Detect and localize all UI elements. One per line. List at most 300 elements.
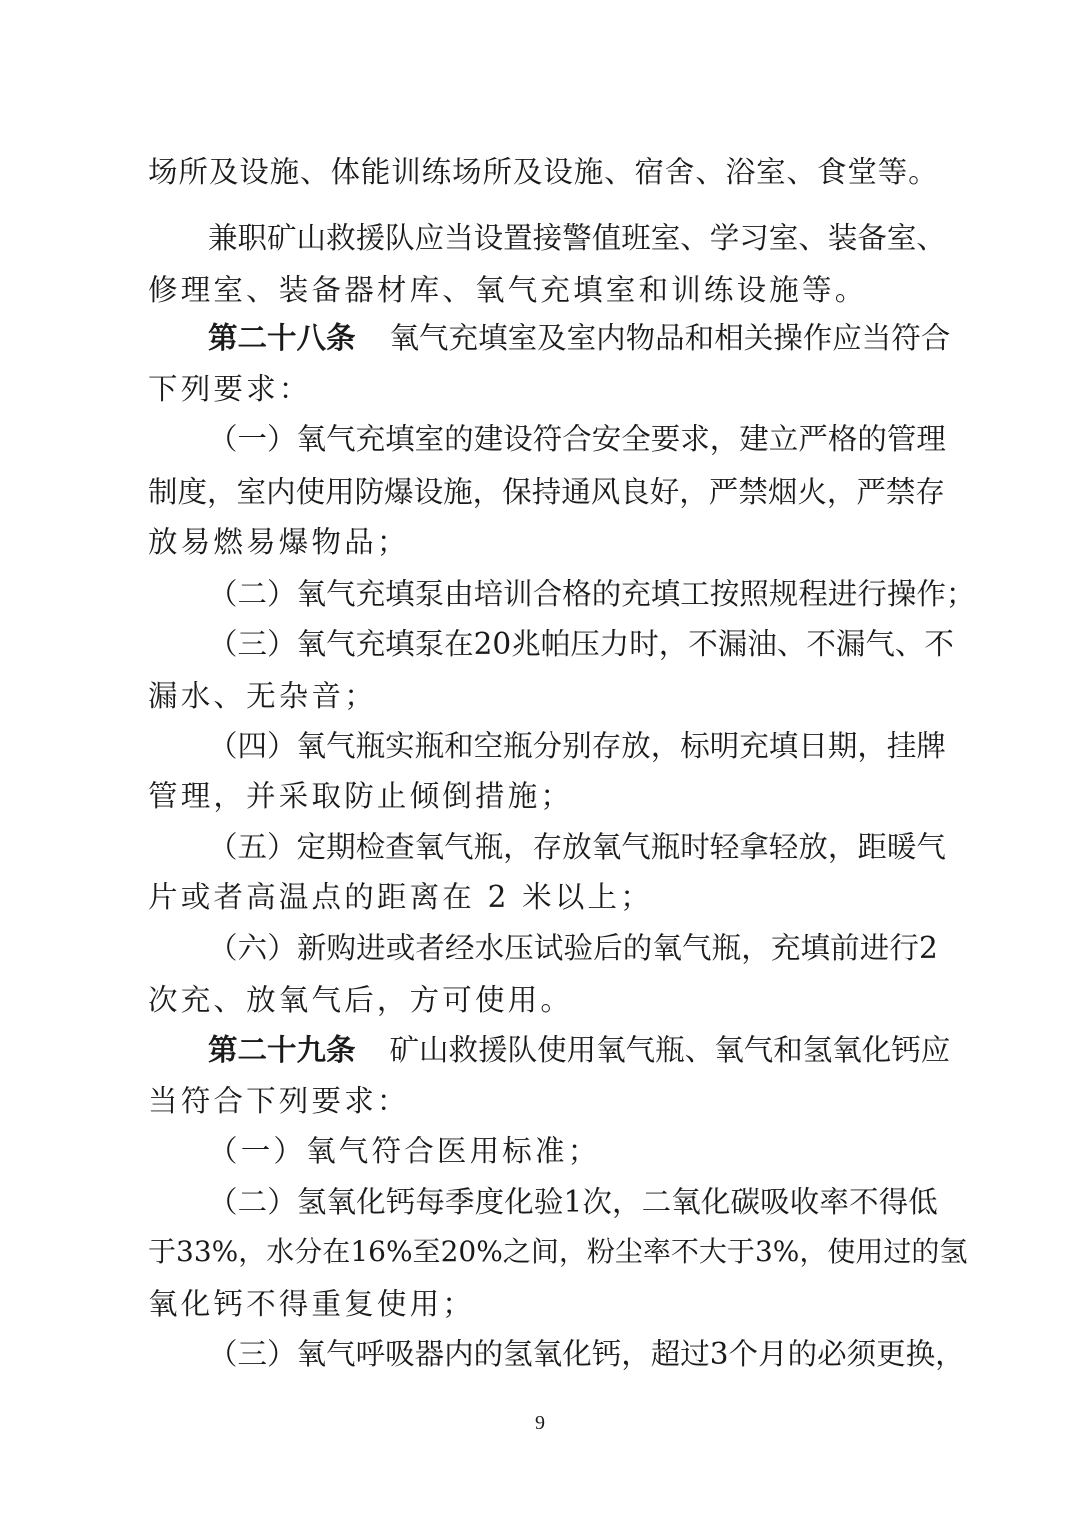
glyph: ， bbox=[238, 1235, 267, 1268]
glyph: 氢 bbox=[503, 1337, 533, 1371]
glyph: 装 bbox=[827, 221, 858, 255]
glyph: 验 bbox=[563, 931, 594, 965]
glyph: 场 bbox=[452, 155, 482, 189]
glyph: 好 bbox=[649, 475, 680, 509]
glyph: 分 bbox=[294, 1235, 323, 1268]
glyph: 购 bbox=[326, 931, 357, 965]
glyph: 品 bbox=[655, 321, 685, 355]
glyph: ， bbox=[503, 830, 533, 864]
glyph: 堂 bbox=[847, 155, 877, 189]
text-line bbox=[148, 472, 945, 512]
glyph: 大 bbox=[698, 1235, 727, 1268]
glyph: 存 bbox=[532, 830, 563, 864]
glyph: 制 bbox=[148, 475, 178, 509]
glyph: 的 bbox=[444, 422, 474, 456]
glyph: 尘 bbox=[614, 1235, 643, 1268]
glyph: 压 bbox=[570, 627, 600, 661]
glyph: 行 bbox=[889, 931, 919, 965]
article-title: 第二十九条 bbox=[208, 1032, 356, 1067]
glyph: 爆 bbox=[384, 475, 414, 509]
glyph: 气 bbox=[444, 830, 474, 864]
glyph: 六 bbox=[237, 931, 268, 965]
glyph: 矿 bbox=[267, 221, 297, 255]
glyph: 钙 bbox=[891, 1033, 921, 1067]
glyph: 设 bbox=[543, 155, 573, 189]
glyph: 充 bbox=[770, 931, 801, 965]
glyph: ， bbox=[612, 1185, 642, 1219]
glyph: 格 bbox=[827, 422, 858, 456]
glyph: 氧 bbox=[714, 1033, 744, 1067]
glyph: 的 bbox=[911, 1235, 940, 1268]
glyph: 氧 bbox=[532, 1337, 563, 1371]
glyph: 烟 bbox=[767, 475, 798, 509]
glyph: 验 bbox=[533, 1185, 564, 1219]
glyph: 应 bbox=[414, 221, 445, 255]
glyph: 、 bbox=[916, 221, 946, 255]
glyph: 放 bbox=[621, 729, 651, 763]
glyph: 充 bbox=[355, 422, 386, 456]
glyph: 瓶 bbox=[414, 729, 445, 763]
glyph: 氧 bbox=[671, 1185, 701, 1219]
glyph: 化 bbox=[504, 1185, 534, 1219]
glyph: 填 bbox=[385, 627, 415, 661]
glyph: ， bbox=[935, 1337, 965, 1371]
glyph: ， bbox=[799, 1235, 828, 1268]
glyph: 队 bbox=[507, 1033, 538, 1067]
glyph: 建 bbox=[739, 422, 769, 456]
glyph: 吸 bbox=[760, 1185, 790, 1219]
glyph: 和 bbox=[684, 321, 715, 355]
glyph: 拿 bbox=[739, 830, 769, 864]
glyph: 按 bbox=[709, 577, 740, 611]
glyph: 钙 bbox=[591, 1337, 622, 1371]
glyph: 管 bbox=[886, 422, 917, 456]
glyph: 气 bbox=[621, 830, 651, 864]
glyph: 二 bbox=[237, 577, 268, 611]
glyph: 低 bbox=[908, 1185, 938, 1219]
glyph: 填 bbox=[385, 422, 415, 456]
glyph: 气 bbox=[865, 627, 895, 661]
glyph: 防 bbox=[354, 475, 385, 509]
glyph: 火 bbox=[797, 475, 827, 509]
text-line: 片或者高温点的距离在 2 米以上； bbox=[148, 880, 653, 914]
text-line bbox=[208, 726, 946, 766]
glyph: 日 bbox=[798, 729, 828, 763]
glyph: 用 bbox=[855, 1235, 884, 1268]
text-line bbox=[208, 928, 938, 968]
glyph: 一 bbox=[237, 422, 268, 456]
glyph: 得 bbox=[878, 1185, 909, 1219]
glyph: 存 bbox=[915, 475, 945, 509]
glyph: 季 bbox=[445, 1185, 475, 1219]
glyph: 要 bbox=[650, 422, 681, 456]
glyph: 场 bbox=[148, 155, 178, 189]
glyph: 在 bbox=[444, 627, 474, 661]
glyph: 20 bbox=[473, 627, 512, 661]
glyph: 的 bbox=[622, 931, 653, 965]
glyph: 内 bbox=[444, 1337, 474, 1371]
text-line bbox=[208, 1182, 938, 1222]
glyph: 钙 bbox=[385, 1185, 416, 1219]
glyph: ） bbox=[267, 729, 297, 763]
glyph: ） bbox=[267, 422, 297, 456]
glyph: 警 bbox=[562, 221, 592, 255]
glyph: 三 bbox=[237, 1337, 268, 1371]
glyph: 时 bbox=[629, 627, 659, 661]
article-29-heading bbox=[208, 1030, 951, 1070]
glyph: ） bbox=[267, 627, 297, 661]
glyph: 之 bbox=[502, 1235, 531, 1268]
glyph: ， bbox=[741, 931, 771, 965]
text-line: 管理，并采取防止倾倒措施； bbox=[148, 779, 574, 813]
glyph: 气 bbox=[326, 729, 356, 763]
glyph: 四 bbox=[237, 729, 268, 763]
glyph: 室 bbox=[507, 321, 538, 355]
glyph: 浴 bbox=[725, 155, 756, 189]
glyph: 应 bbox=[920, 1033, 951, 1067]
glyph: 分 bbox=[532, 729, 563, 763]
glyph: 放 bbox=[562, 830, 592, 864]
text-line bbox=[390, 1030, 951, 1070]
glyph: 33% bbox=[176, 1235, 239, 1268]
glyph: 行 bbox=[857, 577, 887, 611]
glyph: 气 bbox=[419, 321, 449, 355]
glyph: 不 bbox=[849, 1185, 879, 1219]
glyph: 前 bbox=[830, 931, 860, 965]
glyph: 度 bbox=[474, 1185, 505, 1219]
glyph: 工 bbox=[680, 577, 710, 611]
glyph: 符 bbox=[891, 321, 921, 355]
glyph: 化 bbox=[700, 1185, 731, 1219]
text-line bbox=[208, 1334, 965, 1374]
glyph: 漏 bbox=[717, 627, 748, 661]
glyph: 氧 bbox=[414, 830, 445, 864]
glyph: 队 bbox=[385, 221, 415, 255]
glyph: 训 bbox=[391, 155, 421, 189]
glyph: 值 bbox=[591, 221, 622, 255]
glyph: 化 bbox=[356, 1185, 386, 1219]
glyph: 训 bbox=[503, 577, 533, 611]
glyph: 期 bbox=[827, 729, 858, 763]
glyph: 氧 bbox=[296, 577, 327, 611]
glyph: 填 bbox=[768, 729, 799, 763]
text-line: 下列要求： bbox=[148, 372, 312, 406]
glyph: 救 bbox=[448, 1033, 479, 1067]
glyph: 兼 bbox=[208, 221, 238, 255]
glyph: 或 bbox=[385, 931, 416, 965]
glyph: 、 bbox=[680, 221, 710, 255]
glyph: 氧 bbox=[389, 321, 420, 355]
glyph: 轻 bbox=[768, 830, 799, 864]
glyph: 学 bbox=[709, 221, 740, 255]
text-line bbox=[208, 624, 954, 664]
glyph: 填 bbox=[650, 577, 681, 611]
glyph: 由 bbox=[444, 577, 474, 611]
glyph: 超 bbox=[650, 1337, 681, 1371]
glyph: 建 bbox=[473, 422, 504, 456]
glyph: （ bbox=[208, 627, 238, 661]
glyph: 、 bbox=[776, 627, 807, 661]
glyph: 后 bbox=[593, 931, 623, 965]
glyph: 收 bbox=[789, 1185, 820, 1219]
glyph: 风 bbox=[590, 475, 621, 509]
text-line: 次充、放氧气后，方可使用。 bbox=[148, 983, 574, 1017]
glyph: 等 bbox=[877, 155, 908, 189]
glyph: 设 bbox=[503, 422, 533, 456]
glyph: 于 bbox=[148, 1235, 177, 1268]
glyph: 瓶 bbox=[711, 931, 742, 965]
glyph: 于 bbox=[726, 1235, 755, 1268]
glyph: 气 bbox=[743, 1033, 774, 1067]
glyph: ， bbox=[826, 475, 857, 509]
glyph: 月 bbox=[758, 1337, 788, 1371]
glyph: 次 bbox=[582, 1185, 612, 1219]
glyph: 严 bbox=[856, 475, 886, 509]
glyph: 1 bbox=[563, 1185, 583, 1219]
glyph: 力 bbox=[599, 627, 630, 661]
glyph: （ bbox=[208, 931, 238, 965]
glyph: 氢 bbox=[296, 1185, 327, 1219]
glyph: 援 bbox=[478, 1033, 508, 1067]
glyph: 距 bbox=[857, 830, 887, 864]
glyph: 关 bbox=[743, 321, 774, 355]
glyph: 水 bbox=[266, 1235, 295, 1268]
glyph: 规 bbox=[768, 577, 799, 611]
glyph: 充 bbox=[621, 577, 651, 611]
glyph: 在 bbox=[322, 1235, 351, 1268]
glyph: 必 bbox=[817, 1337, 847, 1371]
glyph: 五 bbox=[237, 830, 268, 864]
glyph: 二 bbox=[641, 1185, 672, 1219]
glyph: 瓶 bbox=[473, 830, 504, 864]
glyph: 放 bbox=[798, 830, 828, 864]
glyph: 设 bbox=[413, 475, 444, 509]
glyph: 实 bbox=[385, 729, 415, 763]
glyph: 用 bbox=[566, 1033, 597, 1067]
glyph: 严 bbox=[708, 475, 739, 509]
glyph: 山 bbox=[419, 1033, 449, 1067]
glyph: 暖 bbox=[886, 830, 917, 864]
glyph: 填 bbox=[385, 577, 415, 611]
glyph: 、 bbox=[684, 1033, 715, 1067]
text-line: 漏水、无杂音； bbox=[148, 679, 377, 713]
glyph: 能 bbox=[360, 155, 391, 189]
glyph: 矿 bbox=[389, 1033, 420, 1067]
glyph: （ bbox=[208, 1185, 238, 1219]
glyph: 挂 bbox=[886, 729, 917, 763]
glyph: 气 bbox=[326, 1337, 356, 1371]
glyph: 及 bbox=[208, 155, 239, 189]
glyph: ） bbox=[267, 830, 297, 864]
glyph: 油 bbox=[747, 627, 777, 661]
glyph: 换 bbox=[905, 1337, 936, 1371]
glyph: 培 bbox=[473, 577, 504, 611]
glyph: 作 bbox=[916, 577, 946, 611]
text-line bbox=[208, 574, 976, 614]
glyph: 的 bbox=[857, 422, 887, 456]
glyph: 援 bbox=[355, 221, 386, 255]
glyph: 的 bbox=[591, 577, 622, 611]
glyph: 室 bbox=[414, 422, 445, 456]
glyph: 2 bbox=[919, 931, 938, 965]
glyph: ） bbox=[267, 931, 297, 965]
text-line bbox=[208, 218, 946, 258]
glyph: 所 bbox=[482, 155, 512, 189]
glyph: 瓶 bbox=[650, 830, 681, 864]
glyph: 不 bbox=[670, 1235, 699, 1268]
glyph: 室 bbox=[756, 155, 786, 189]
glyph: 不 bbox=[924, 627, 954, 661]
glyph: 和 bbox=[444, 729, 474, 763]
glyph: 保 bbox=[502, 475, 532, 509]
glyph: ， bbox=[709, 422, 740, 456]
glyph: 室 bbox=[236, 475, 267, 509]
glyph: 3% bbox=[754, 1235, 800, 1268]
glyph: 气 bbox=[326, 577, 356, 611]
glyph: 漏 bbox=[835, 627, 866, 661]
glyph: ； bbox=[945, 577, 976, 611]
glyph: 全 bbox=[621, 422, 651, 456]
glyph: 不 bbox=[806, 627, 836, 661]
glyph: 别 bbox=[562, 729, 592, 763]
glyph: 立 bbox=[768, 422, 799, 456]
glyph: 及 bbox=[537, 321, 567, 355]
glyph: 瓶 bbox=[503, 729, 533, 763]
glyph: 氧 bbox=[296, 1337, 327, 1371]
glyph: 、 bbox=[604, 155, 634, 189]
glyph: ， bbox=[650, 729, 681, 763]
text-line: 放易燃易爆物品； bbox=[148, 525, 410, 559]
glyph: 检 bbox=[355, 830, 386, 864]
glyph: 使 bbox=[537, 1033, 567, 1067]
glyph: 氧 bbox=[326, 1185, 357, 1219]
glyph: （ bbox=[208, 729, 238, 763]
glyph: 物 bbox=[625, 321, 656, 355]
glyph: 进 bbox=[356, 931, 386, 965]
glyph: ， bbox=[857, 729, 887, 763]
text-line bbox=[208, 419, 946, 459]
glyph: 、 bbox=[695, 155, 725, 189]
glyph: 16% bbox=[350, 1235, 413, 1268]
glyph: 设 bbox=[473, 221, 504, 255]
glyph: 求 bbox=[680, 422, 710, 456]
text-line bbox=[148, 152, 938, 192]
glyph: 当 bbox=[861, 321, 892, 355]
glyph: 率 bbox=[819, 1185, 849, 1219]
glyph: ， bbox=[558, 1235, 587, 1268]
glyph: 者 bbox=[415, 931, 445, 965]
glyph: 使 bbox=[295, 475, 326, 509]
glyph: 氧 bbox=[652, 931, 682, 965]
glyph: 符 bbox=[532, 422, 563, 456]
glyph: ， bbox=[658, 627, 689, 661]
glyph: 标 bbox=[680, 729, 710, 763]
glyph: （ bbox=[208, 830, 238, 864]
glyph: 碳 bbox=[730, 1185, 761, 1219]
glyph: ） bbox=[267, 1337, 297, 1371]
glyph: 职 bbox=[237, 221, 268, 255]
glyph: ， bbox=[207, 475, 237, 509]
text-line bbox=[208, 827, 946, 867]
article-title: 第二十八条 bbox=[208, 320, 356, 355]
glyph: 室 bbox=[566, 321, 597, 355]
glyph: 禁 bbox=[885, 475, 916, 509]
glyph: 所 bbox=[178, 155, 208, 189]
glyph: 查 bbox=[385, 830, 415, 864]
glyph: 三 bbox=[237, 627, 268, 661]
glyph: 氧 bbox=[591, 830, 622, 864]
glyph: 内 bbox=[596, 321, 626, 355]
glyph: 须 bbox=[846, 1337, 877, 1371]
glyph: 舍 bbox=[664, 155, 695, 189]
glyph: 气 bbox=[326, 627, 356, 661]
glyph: 内 bbox=[266, 475, 296, 509]
glyph: 合 bbox=[920, 321, 951, 355]
text-line: 氧化钙不得重复使用； bbox=[148, 1287, 476, 1321]
glyph: 率 bbox=[642, 1235, 671, 1268]
glyph: 食 bbox=[816, 155, 847, 189]
glyph: 相 bbox=[714, 321, 744, 355]
glyph: 合 bbox=[532, 577, 563, 611]
glyph: 帕 bbox=[540, 627, 571, 661]
glyph: 照 bbox=[739, 577, 769, 611]
glyph: 器 bbox=[414, 1337, 445, 1371]
glyph: 进 bbox=[859, 931, 890, 965]
glyph: 氢 bbox=[939, 1235, 968, 1268]
glyph: 3 bbox=[709, 1337, 729, 1371]
glyph: 氧 bbox=[296, 729, 327, 763]
glyph: 瓶 bbox=[655, 1033, 685, 1067]
glyph: 压 bbox=[504, 931, 534, 965]
glyph: 泵 bbox=[414, 577, 445, 611]
glyph: 气 bbox=[625, 1033, 656, 1067]
glyph: 、 bbox=[786, 155, 817, 189]
glyph: 20% bbox=[440, 1235, 503, 1268]
glyph: 。 bbox=[908, 155, 938, 189]
glyph: 通 bbox=[561, 475, 591, 509]
glyph: 充 bbox=[355, 577, 386, 611]
glyph: 度 bbox=[177, 475, 208, 509]
glyph: 和 bbox=[773, 1033, 803, 1067]
glyph: 进 bbox=[827, 577, 858, 611]
glyph: 水 bbox=[474, 931, 505, 965]
text-line: 当符合下列要求： bbox=[148, 1084, 410, 1118]
glyph: 操 bbox=[886, 577, 917, 611]
glyph: 氢 bbox=[802, 1033, 833, 1067]
glyph: 过 bbox=[883, 1235, 912, 1268]
glyph: 、 bbox=[798, 221, 828, 255]
glyph: 吸 bbox=[385, 1337, 415, 1371]
text-line: （一）氧气符合医用标准； bbox=[208, 1134, 601, 1168]
glyph: 操 bbox=[773, 321, 803, 355]
glyph: 接 bbox=[532, 221, 563, 255]
glyph: 新 bbox=[296, 931, 327, 965]
glyph: 每 bbox=[415, 1185, 445, 1219]
glyph: 持 bbox=[531, 475, 562, 509]
glyph: 程 bbox=[798, 577, 828, 611]
glyph: 置 bbox=[503, 221, 533, 255]
glyph: 使 bbox=[827, 1235, 856, 1268]
glyph: 个 bbox=[728, 1337, 759, 1371]
glyph: 试 bbox=[533, 931, 564, 965]
glyph: 间 bbox=[530, 1235, 559, 1268]
glyph: 施 bbox=[269, 155, 300, 189]
glyph: 明 bbox=[709, 729, 740, 763]
glyph: 经 bbox=[445, 931, 475, 965]
glyph: 氧 bbox=[596, 1033, 626, 1067]
glyph: ） bbox=[267, 1185, 297, 1219]
glyph: 严 bbox=[798, 422, 828, 456]
